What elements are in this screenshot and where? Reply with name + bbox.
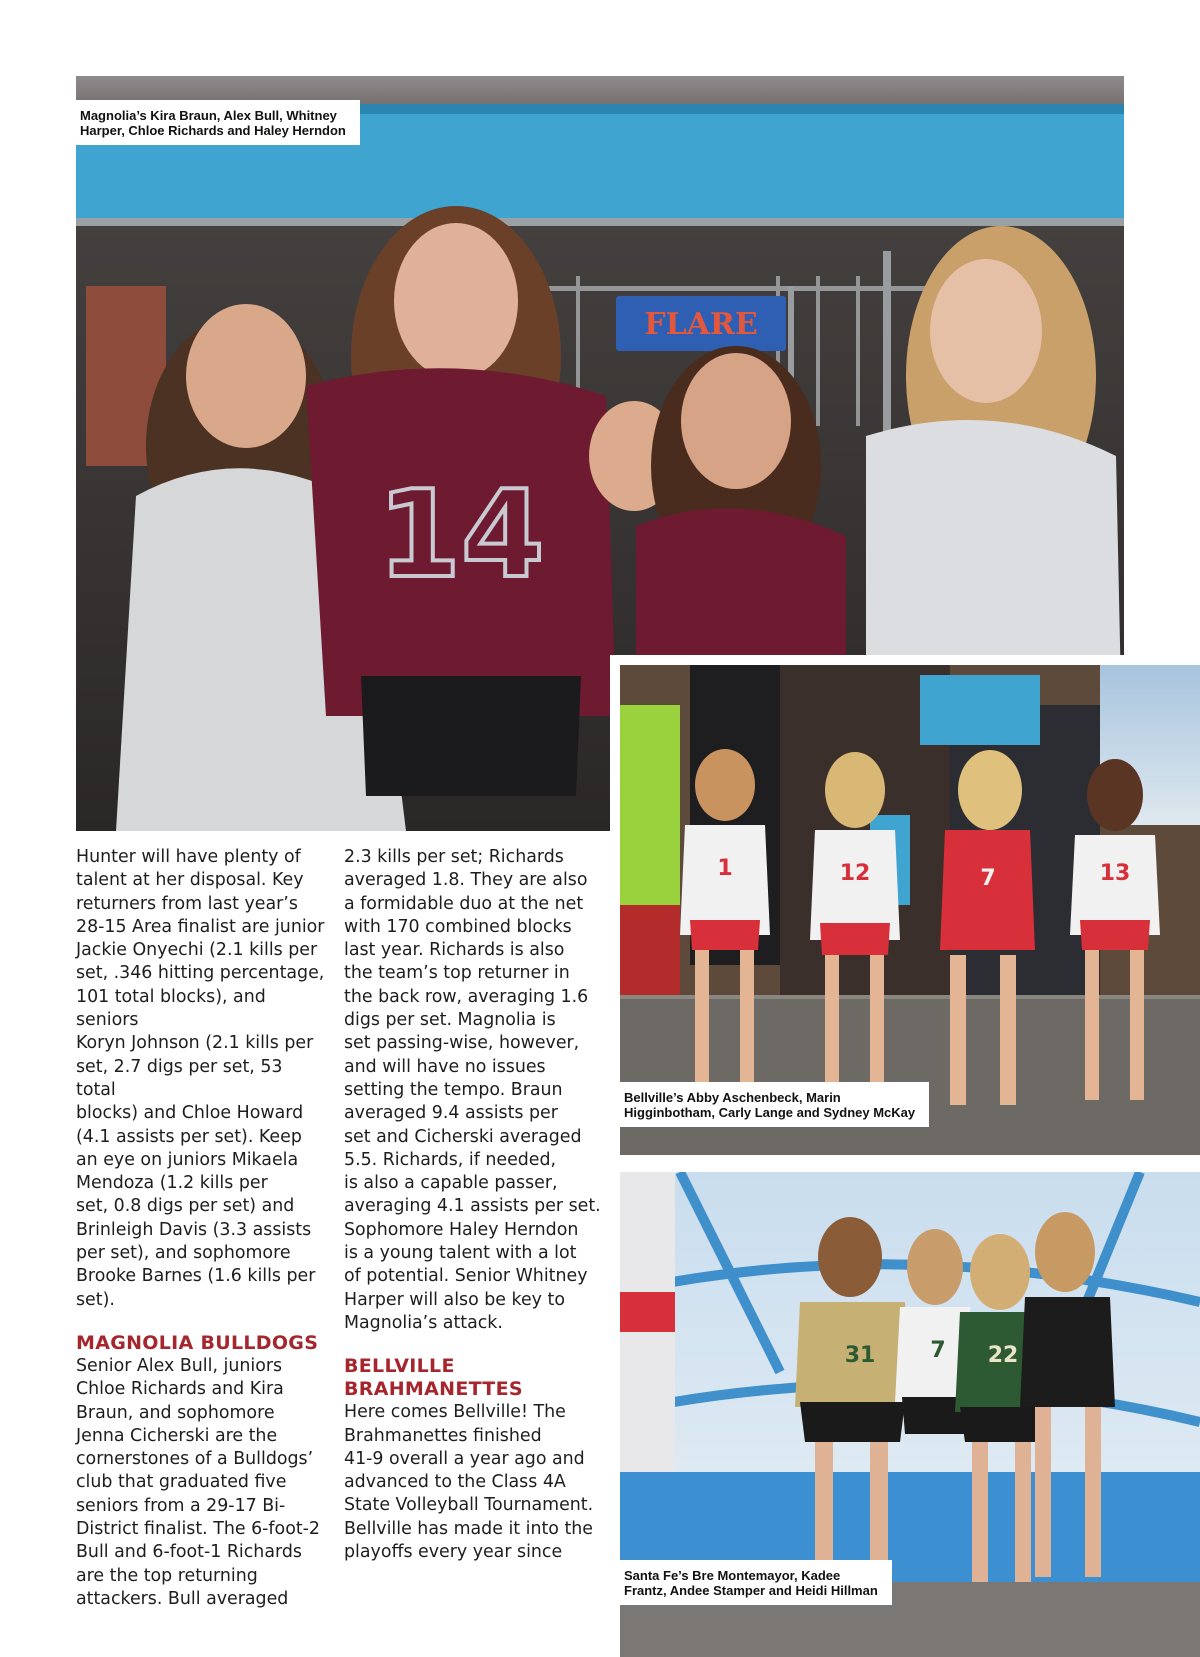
santafe-jersey-7: 7 xyxy=(930,1338,946,1363)
bellville-jersey-1: 1 xyxy=(717,856,733,881)
magnolia-bulldogs-heading: MAGNOLIA BULLDOGS xyxy=(76,1331,319,1354)
article-paragraph-magnolia-cont: 2.3 kills per set; Richards averaged 1.8. They are also a formidable duo at the net with 170 combined blocks last year. Richards is also the team’s top returner in the back row, averaging 1.6 digs per set. Magnolia is set passing-wise, however, and will have no issues setting the tempo. Braun averaged 9.4 assists per set and Cicherski averaged 5.5. Richards, if needed, is also a capable passer, averaging 4.1 assists per set. Sophomore Haley Herndon is a young talent with a lot of potential. Senior Whitney Harper will also be key to Magnolia’s attack. xyxy=(344,847,601,1333)
santafe-jersey-22: 22 xyxy=(987,1343,1019,1368)
santafe-photo-caption: Santa Fe’s Bre Montemayor, Kadee Frantz, Andee Stamper and Heidi Hillman xyxy=(620,1560,892,1605)
article-column-1 xyxy=(76,846,326,1611)
bellville-jersey-13: 13 xyxy=(1099,861,1131,886)
jersey-number-14: 14 xyxy=(377,466,545,605)
bellville-jersey-7: 7 xyxy=(980,866,996,891)
bellville-brahmanettes-heading: BELLVILLE BRAHMANETTES xyxy=(344,1355,523,1401)
bellville-team-photo xyxy=(610,655,1200,1155)
bellville-jersey-12: 12 xyxy=(839,861,871,886)
magnolia-photo-caption: Magnolia’s Kira Braun, Alex Bull, Whitney Harper, Chloe Richards and Haley Herndon xyxy=(76,100,360,145)
article-column-2 xyxy=(344,846,606,1564)
article-paragraph-hunter: Hunter will have plenty of talent at her disposal. Key returners from last year’s 28-15 Area finalist are junior Jackie Onyechi (2.1 kills per set, .346 hitting percentage, 101 total blocks), and seniors Koryn Johnson (2.1 kills per set, 2.7 digs per set, 53 total blocks) and Chloe Howard (4.1 assists per set). Keep an eye on juniors Mikaela Mendoza (1.2 kills per set, 0.8 digs per set) and Brinleigh Davis (3.3 assists per set), and sophomore Brooke Barnes (1.6 kills per set). xyxy=(76,847,325,1310)
flare-sign-text: FLARE xyxy=(644,307,758,342)
article-paragraph-magnolia: Senior Alex Bull, juniors Chloe Richards and Kira Braun, and sophomore Jenna Cicherski are the cornerstones of a Bulldogs’ club that graduated five seniors from a 29-17 Bi- District finalist. The 6-foot-2 Bull and 6-foot-1 Richards are the top returning attackers. Bull averaged xyxy=(76,1355,320,1609)
article-paragraph-bellville: Here comes Bellville! The Brahmanettes finished 41-9 overall a year ago and advanced to the Class 4A State Volleyball Tournament. Bellville has made it into the playoffs every year since xyxy=(344,1402,594,1563)
santafe-jersey-31: 31 xyxy=(844,1343,876,1368)
bellville-photo-caption: Bellville’s Abby Aschenbeck, Marin Higginbotham, Carly Lange and Sydney McKay xyxy=(620,1082,929,1127)
